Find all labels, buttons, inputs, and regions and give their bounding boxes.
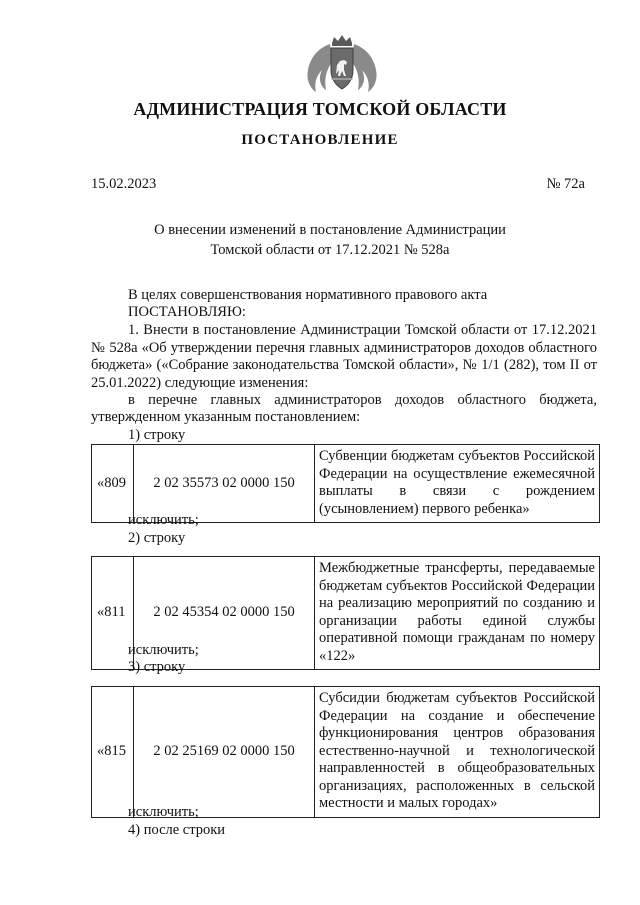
revenue-name-cell: Субсидии бюджетам субъектов Российской Федерации на создание и обеспечение функционирования центров образования естественно-научной и технологической направленностей в общеобразовательных организациях, расположенных в сельской местности и малых городах» <box>315 687 600 818</box>
table-row <box>92 687 600 818</box>
item-1-line-1: 1. Внести в постановление Администрации Томской области от 17.12.2021 <box>128 322 597 338</box>
exclude-label-1: исключить; <box>128 512 199 528</box>
subitem-3-label: 3) строку <box>128 659 186 675</box>
subitem-1-label: 1) строку <box>128 427 186 443</box>
revenue-code-cell: 2 02 45354 02 0000 150 <box>134 557 315 670</box>
document-date: 15.02.2023 <box>91 176 157 192</box>
admin-code-cell: «811 <box>92 557 134 670</box>
document-subject <box>0 220 640 260</box>
exclude-label-2: исключить; <box>128 642 199 658</box>
subject-line-1: О внесении изменений в постановление Администрации <box>154 222 506 238</box>
revenue-code-cell: 2 02 35573 02 0000 150 <box>134 445 315 523</box>
list-intro-line-1: в перечне главных администраторов доходов областного бюджета, <box>128 392 597 408</box>
subitem-2-label: 2) строку <box>128 530 186 546</box>
item-1-text <box>91 322 597 392</box>
admin-code-cell: «815 <box>92 687 134 818</box>
revenue-name-cell: Субвенции бюджетам субъектов Российской Федерации на осуществление ежемесячной выплаты в связи с рождением (усыновлением) первого ребенка» <box>315 445 600 523</box>
organization-title: АДМИНИСТРАЦИЯ ТОМСКОЙ ОБЛАСТИ <box>133 99 507 119</box>
decree-word: ПОСТАНОВЛЯЮ: <box>128 304 246 320</box>
revenue-name-cell: Межбюджетные трансферты, передаваемые бюджетам субъектов Российской Федерации на реализацию мероприятий по созданию и организации работы единой службы оперативной помощи гражданам по номеру «122» <box>315 557 600 670</box>
admin-code-cell: «809 <box>92 445 134 523</box>
purpose-text: В целях совершенствования нормативного правового акта <box>128 287 488 303</box>
coat-of-arms-emblem <box>300 34 384 96</box>
exclude-label-3: исключить; <box>128 804 199 820</box>
item-1-rest: № 528а «Об утверждении перечня главных администраторов доходов областного бюджета» («Собрание законодательства Томской области», № 1/1 (282), том II от 25.01.2022) следующие изменения: <box>91 339 597 391</box>
excluded-row-table-3 <box>91 686 600 818</box>
list-intro-line-2: утвержденном указанным постановлением: <box>91 409 361 425</box>
table-row <box>92 445 600 523</box>
document-type: ПОСТАНОВЛЕНИЕ <box>241 132 399 148</box>
document-number: № 72а <box>546 176 585 192</box>
revenue-code-cell: 2 02 25169 02 0000 150 <box>134 687 315 818</box>
subject-line-2: Томской области от 17.12.2021 № 528а <box>210 242 450 258</box>
subitem-4-label: 4) после строки <box>128 822 226 838</box>
